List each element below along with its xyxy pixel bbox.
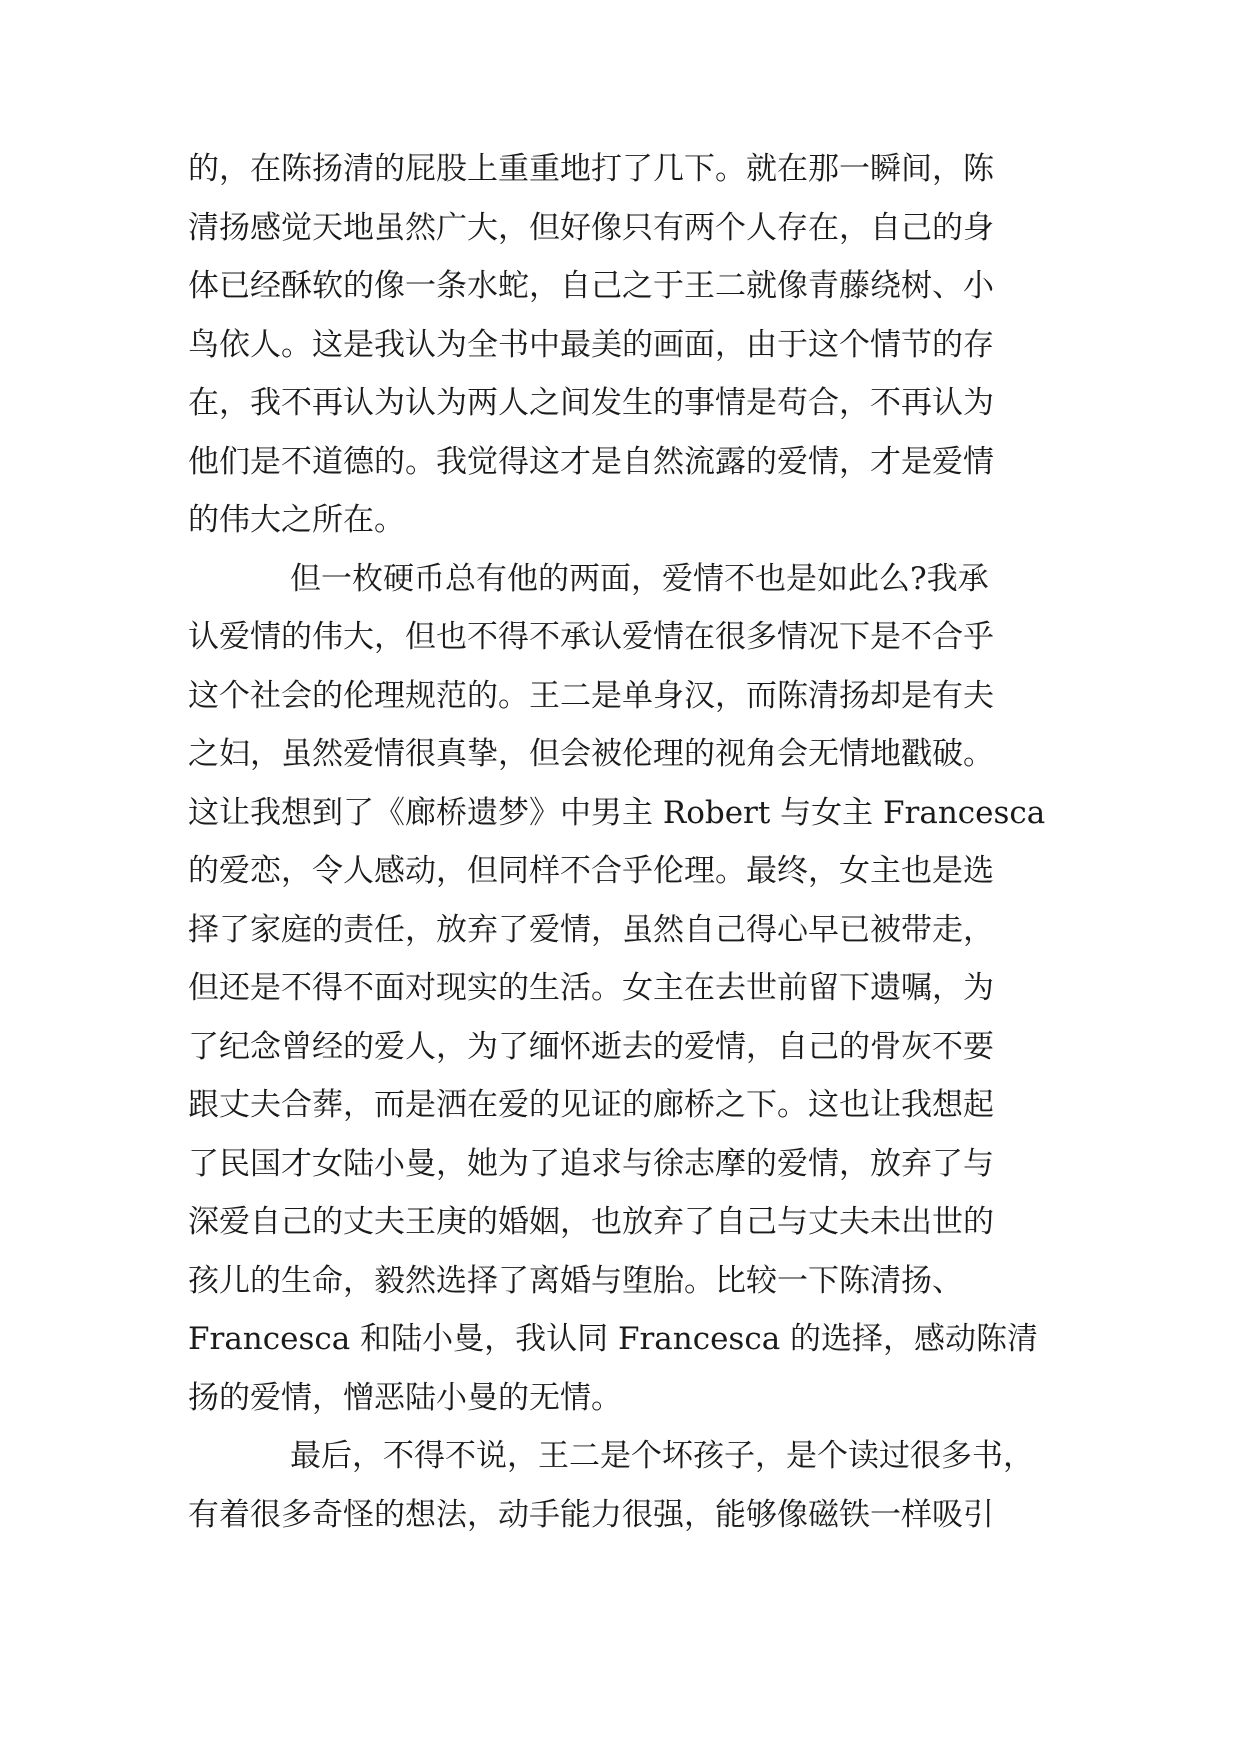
paragraph-1-line-2: 清扬感觉天地虽然广大，但好像只有两个人存在，自己的身 xyxy=(188,209,994,246)
paragraph-1-line-5: 在，我不再认为认为两人之间发生的事情是苟合，不再认为 xyxy=(188,385,994,421)
paragraph-1-line-6: 他们是不道德的。我觉得这才是自然流露的爱情，才是爱情 xyxy=(188,443,994,480)
paragraph-3-line-2: 有着很多奇怪的想法，动手能力很强，能够像磁铁一样吸引 xyxy=(188,1496,994,1533)
paragraph-3-line-1: 最后，不得不说，王二是个坏孩子，是个读过很多书， xyxy=(290,1438,1034,1474)
paragraph-2-line-14: Francesca 和陆小曼，我认同 Francesca 的选择，感动陈清 xyxy=(188,1321,1039,1357)
paragraph-1-line-7: 的伟大之所在。 xyxy=(188,502,405,538)
paragraph-2-line-5: 这让我想到了《廊桥遗梦》中男主 Robert 与女主 Francesca xyxy=(188,794,1046,831)
paragraph-2-line-10: 跟丈夫合葬，而是洒在爱的见证的廊桥之下。这也让我想起 xyxy=(188,1087,994,1123)
body-text xyxy=(188,140,1058,1544)
paragraph-2-line-15: 扬的爱情，憎恶陆小曼的无情。 xyxy=(188,1379,622,1416)
paragraph-2-line-2: 认爱情的伟大，但也不得不承认爱情在很多情况下是不合乎 xyxy=(188,619,994,655)
paragraph-2-line-13: 孩儿的生命，毅然选择了离婚与堕胎。比较一下陈清扬、 xyxy=(188,1262,963,1299)
paragraph-2-line-11: 了民国才女陆小曼，她为了追求与徐志摩的爱情，放弃了与 xyxy=(188,1145,994,1182)
paragraph-1-line-1: 的，在陈扬清的屁股上重重地打了几下。就在那一瞬间，陈 xyxy=(188,151,994,187)
paragraph-2-line-7: 择了家庭的责任，放弃了爱情，虽然自己得心早已被带走， xyxy=(188,911,994,948)
paragraph-2-line-8: 但还是不得不面对现实的生活。女主在去世前留下遗嘱，为 xyxy=(188,970,994,1006)
paragraph-2-line-4: 之妇，虽然爱情很真挚，但会被伦理的视角会无情地戳破。 xyxy=(188,736,994,772)
paragraph-1-line-4: 鸟依人。这是我认为全书中最美的画面，由于这个情节的存 xyxy=(188,326,994,363)
paragraph-2-line-12: 深爱自己的丈夫王庚的婚姻，也放弃了自己与丈夫未出世的 xyxy=(188,1204,994,1240)
paragraph-2-line-1: 但一枚硬币总有他的两面，爱情不也是如此么?我承 xyxy=(290,560,989,597)
paragraph-2-line-3: 这个社会的伦理规范的。王二是单身汉，而陈清扬却是有夫 xyxy=(188,677,994,714)
paragraph-2-line-9: 了纪念曾经的爱人，为了缅怀逝去的爱情，自己的骨灰不要 xyxy=(188,1028,994,1065)
paragraph-2-line-6: 的爱恋，令人感动，但同样不合乎伦理。最终，女主也是选 xyxy=(188,853,994,889)
paragraph-1-line-3: 体已经酥软的像一条水蛇，自己之于王二就像青藤绕树、小 xyxy=(188,268,994,304)
